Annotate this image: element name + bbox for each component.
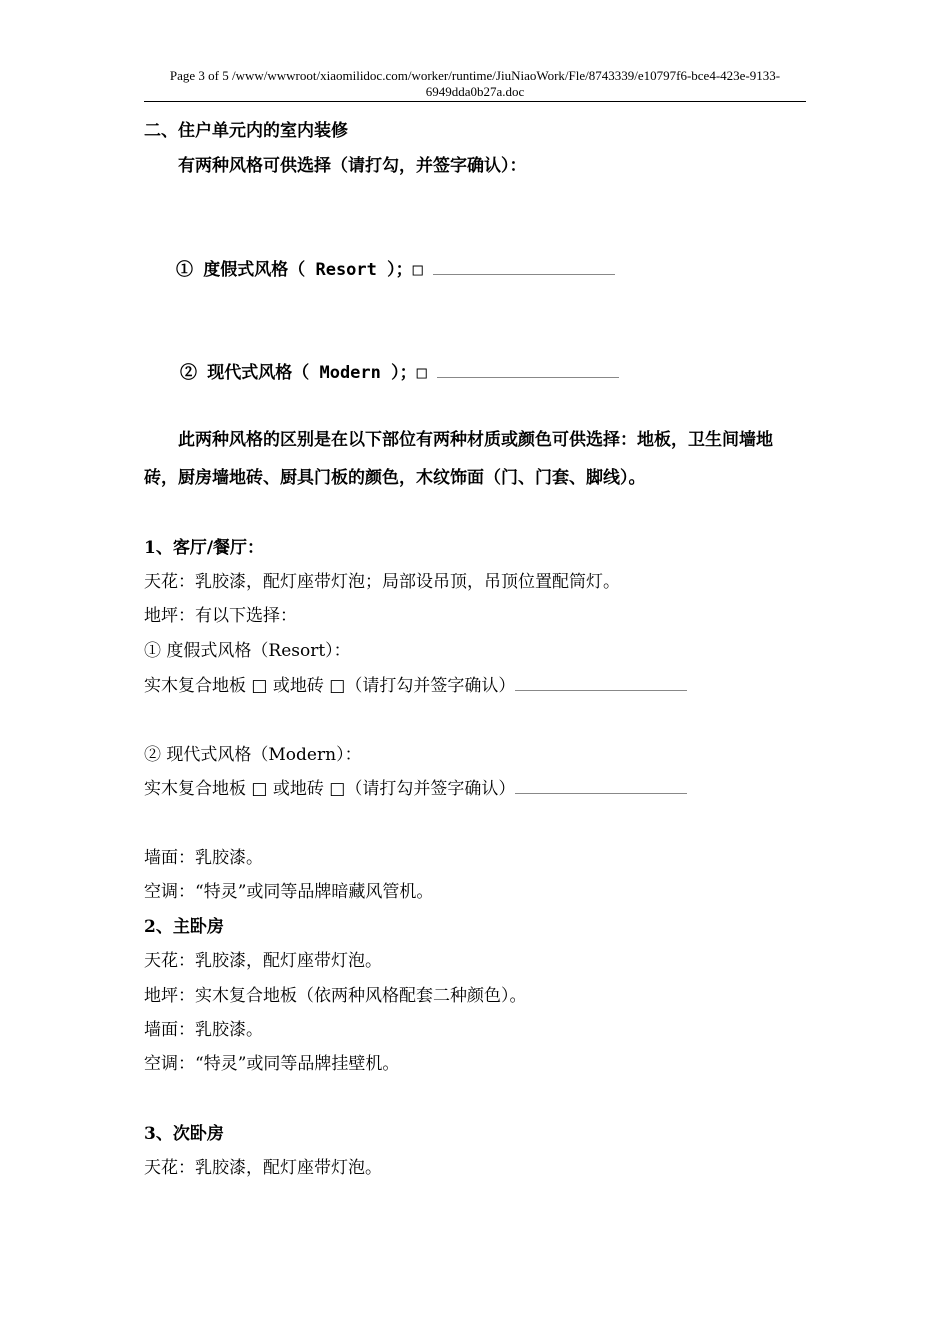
master-ac: 空调：“特灵”或同等品牌挂壁机。 <box>144 1054 400 1074</box>
signature-line-living-modern[interactable] <box>515 793 687 794</box>
living-heading: 1、客厅/餐厅： <box>144 538 265 558</box>
difference-paragraph: 此两种风格的区别是在以下部位有两种材质或颜色可供选择：地板，卫生间墙地砖，厨房墙地砖、厨具门板的颜色，木纹饰面（门、门套、脚线）。 <box>144 430 773 488</box>
signature-line-resort[interactable] <box>433 274 615 275</box>
resort-choice-text: 实木复合地板 □ 或地砖 □（请打勾并签字确认） <box>144 676 516 696</box>
living-modern-choice <box>144 778 687 800</box>
living-floor-intro: 地坪：有以下选择： <box>144 606 297 626</box>
living-ceiling: 天花：乳胶漆，配灯座带灯泡；局部设吊顶，吊顶位置配筒灯。 <box>144 572 620 592</box>
page-header: Page 3 of 5 /www/wwwroot/xiaomilidoc.com/worker/runtime/JiuNiaoWork/Fle/8743339/e10797f6-bce4-423e-9133-6949dda0b27a.doc <box>169 68 781 99</box>
option-modern-label: ② 现代式风格（ Modern ）；□ <box>180 363 438 383</box>
master-heading: 2、主卧房 <box>144 917 224 937</box>
section-heading: 二、住户单元内的室内装修 <box>144 121 348 141</box>
living-modern-label: ② 现代式风格（Modern）： <box>144 745 362 765</box>
signature-line-living-resort[interactable] <box>515 690 687 691</box>
living-wall: 墙面：乳胶漆。 <box>144 848 263 868</box>
modern-choice-text: 实木复合地板 □ 或地砖 □（请打勾并签字确认） <box>144 779 516 799</box>
living-resort-choice <box>144 675 687 697</box>
master-ceiling: 天花：乳胶漆，配灯座带灯泡。 <box>144 951 382 971</box>
second-ceiling: 天花：乳胶漆，配灯座带灯泡。 <box>144 1158 382 1178</box>
living-resort-label: ① 度假式风格（Resort）： <box>144 641 351 661</box>
signature-line-modern[interactable] <box>437 377 619 378</box>
second-heading: 3、次卧房 <box>144 1124 224 1144</box>
living-ac: 空调：“特灵”或同等品牌暗藏风管机。 <box>144 882 434 902</box>
section-intro: 有两种风格可供选择（请打勾，并签字确认）： <box>178 156 527 176</box>
master-floor: 地坪：实木复合地板（依两种风格配套二种颜色）。 <box>144 986 527 1006</box>
option-modern <box>180 362 619 384</box>
option-resort-label: ① 度假式风格（ Resort ）；□ <box>176 260 434 280</box>
option-resort <box>176 259 615 281</box>
master-wall: 墙面：乳胶漆。 <box>144 1020 263 1040</box>
header-rule <box>144 101 806 102</box>
